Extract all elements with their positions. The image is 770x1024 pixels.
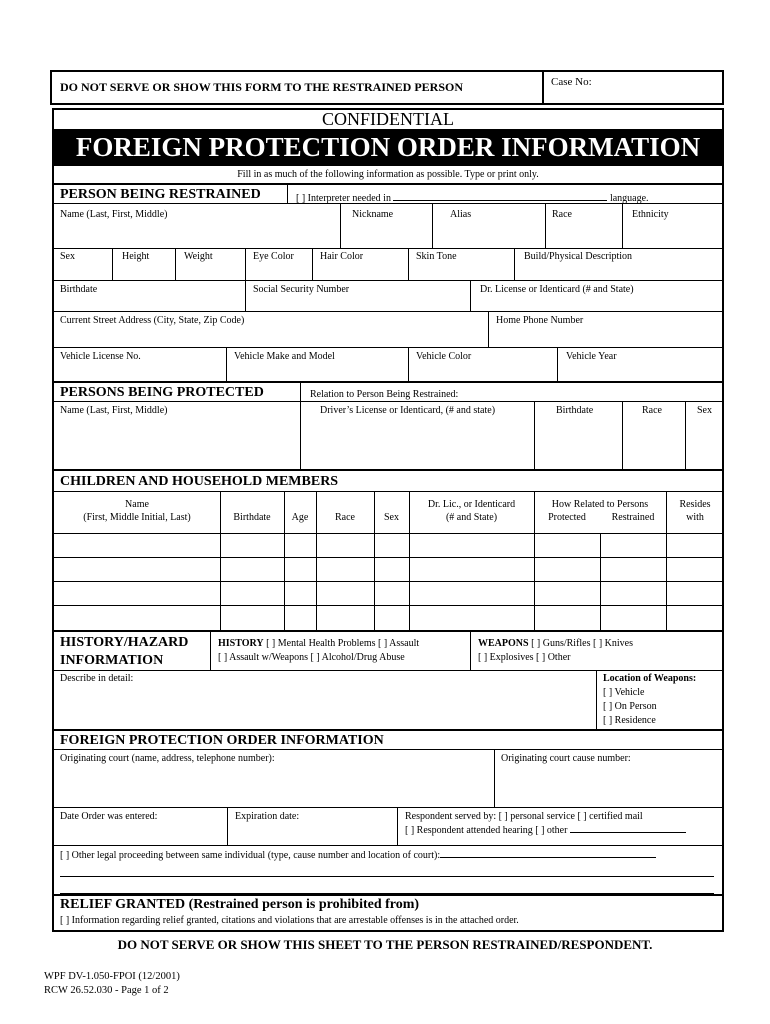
restrained-skin-tone-field[interactable]: Skin Tone [416,251,457,262]
child-row[interactable] [54,582,722,604]
child-protected-header: Protected [548,512,586,523]
other-legal-line[interactable] [60,876,714,877]
children-heading: CHILDREN AND HOUSEHOLD MEMBERS [60,474,339,489]
restrained-eye-color-field[interactable]: Eye Color [253,251,294,262]
restrained-phone-field[interactable]: Home Phone Number [496,315,584,326]
vehicle-year-field[interactable]: Vehicle Year [566,351,617,362]
child-age-header: Age [291,512,309,523]
history-heading-line1: HISTORY/HAZARD [60,635,189,650]
child-restrained-header: Restrained [611,512,655,523]
confidential-label: CONFIDENTIAL [322,109,454,129]
restrained-heading: PERSON BEING RESTRAINED [60,187,261,202]
child-name-header-line2: (First, Middle Initial, Last) [83,512,191,523]
weapon-location-label: Location of Weapons: [603,673,697,684]
protected-birthdate-field[interactable]: Birthdate [556,405,594,416]
history-heading [60,635,188,669]
restrained-birthdate-field[interactable]: Birthdate [60,284,98,295]
history-label: HISTORY [218,638,264,649]
form-id: WPF DV-1.050-FPOI (12/2001) [44,971,180,982]
protected-name-field[interactable]: Name (Last, First, Middle) [60,405,168,416]
child-relation-header: How Related to Persons [551,499,649,510]
expiration-date-field[interactable]: Expiration date: [235,811,300,822]
weapons-options[interactable] [478,637,633,664]
child-birthdate-header: Birthdate [233,512,271,523]
instructions: Fill in as much of the following information as possible. Type or print only. [237,169,539,180]
vehicle-license-field[interactable]: Vehicle License No. [60,351,141,362]
page-title: FOREIGN PROTECTION ORDER INFORMATION [75,132,701,162]
protected-race-field[interactable]: Race [642,405,662,416]
other-legal-proceeding[interactable] [60,849,656,862]
interpreter-label: [ ] Interpreter needed in [296,193,391,204]
restrained-ethnicity-field[interactable]: Ethnicity [632,209,669,220]
service-options[interactable] [405,810,686,838]
attended-line[interactable]: [ ] Respondent attended hearing [ ] other [405,825,568,836]
restrained-name-field[interactable]: Name (Last, First, Middle) [60,209,168,220]
relief-heading: RELIEF GRANTED (Restrained person is prohibited from) [60,897,420,912]
originating-court-field[interactable]: Originating court (name, address, telephone number): [60,753,275,764]
weapons-line1[interactable]: [ ] Guns/Rifles [ ] Knives [531,638,633,649]
protected-sex-field[interactable]: Sex [697,405,712,416]
protected-heading: PERSONS BEING PROTECTED [60,385,264,400]
history-line2[interactable]: [ ] Assault w/Weapons [ ] Alcohol/Drug Abuse [218,652,405,663]
weapons-label: WEAPONS [478,638,529,649]
language-blank[interactable] [393,192,607,201]
restrained-height-field[interactable]: Height [122,251,150,262]
restrained-sex-field[interactable]: Sex [60,251,75,262]
restrained-build-field[interactable]: Build/Physical Description [524,251,633,262]
history-line1[interactable]: [ ] Mental Health Problems [ ] Assault [266,638,420,649]
restrained-address-field[interactable]: Current Street Address (City, State, Zip Code) [60,315,245,326]
child-license-header [409,498,534,524]
location-residence-checkbox[interactable]: [ ] Residence [603,715,656,726]
restrained-hair-color-field[interactable]: Hair Color [320,251,364,262]
top-warning: DO NOT SERVE OR SHOW THIS FORM TO THE RESTRAINED PERSON [60,80,464,94]
restrained-race-field[interactable]: Race [552,209,572,220]
location-person-checkbox[interactable]: [ ] On Person [603,701,657,712]
child-license-header-line1: Dr. Lic., or Identicard [427,499,516,510]
relation-field[interactable]: Relation to Person Being Restrained: [310,389,459,400]
child-row[interactable] [54,558,722,580]
protected-license-field[interactable]: Driver’s License or Identicard, (# and state) [320,405,496,416]
restrained-weight-field[interactable]: Weight [184,251,213,262]
case-no-field[interactable]: Case No: [551,76,592,88]
restrained-nickname-field[interactable]: Nickname [352,209,394,220]
history-options[interactable] [218,637,419,664]
weapon-location[interactable] [603,672,696,728]
child-resides-header-line1: Resides [679,499,711,510]
restrained-alias-field[interactable]: Alias [450,209,472,220]
restrained-ssn-field[interactable]: Social Security Number [253,284,350,295]
other-legal-label: [ ] Other legal proceeding between same individual (type, cause number and location of court): [60,850,441,861]
child-row[interactable] [54,534,722,556]
child-resides-header-line2: with [686,512,704,523]
served-by-line[interactable]: Respondent served by: [ ] personal service [ ] certified mail [405,811,643,822]
child-row[interactable] [54,606,722,628]
weapons-line2[interactable]: [ ] Explosives [ ] Other [478,652,571,663]
child-sex-header: Sex [384,512,399,523]
location-vehicle-checkbox[interactable]: [ ] Vehicle [603,687,645,698]
date-entered-field[interactable]: Date Order was entered: [60,811,158,822]
cause-number-field[interactable]: Originating court cause number: [501,753,631,764]
child-race-header: Race [335,512,355,523]
relief-checkbox[interactable]: [ ] Information regarding relief granted, citations and violations that are arrestable offenses is in the attached order. [60,915,519,926]
language-label: language. [609,193,649,204]
bottom-warning: DO NOT SERVE OR SHOW THIS SHEET TO THE PERSON RESTRAINED/RESPONDENT. [117,937,653,952]
child-name-header-line1: Name [125,499,149,510]
history-heading-line2: INFORMATION [60,653,164,668]
child-resides-header [666,498,724,524]
vehicle-color-field[interactable]: Vehicle Color [416,351,472,362]
child-name-header [54,498,220,524]
child-license-header-line2: (# and State) [445,512,498,523]
describe-field[interactable]: Describe in detail: [60,673,134,684]
restrained-license-field[interactable]: Dr. License or Identicard (# and State) [480,284,634,295]
other-blank[interactable] [570,824,686,833]
foreign-order-heading: FOREIGN PROTECTION ORDER INFORMATION [60,733,384,748]
statute-page: RCW 26.52.030 - Page 1 of 2 [44,985,169,996]
vehicle-make-field[interactable]: Vehicle Make and Model [234,351,335,362]
other-legal-blank[interactable] [440,849,656,858]
